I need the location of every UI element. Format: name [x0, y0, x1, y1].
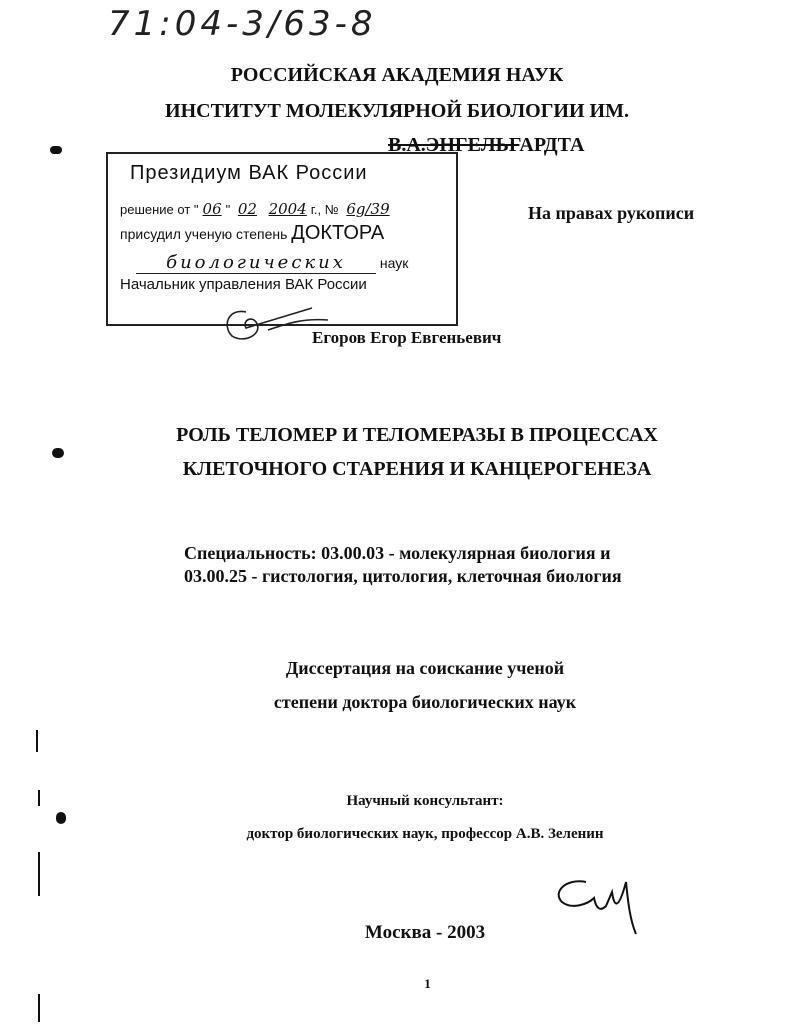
stamp-chief: Начальник управления ВАК России	[120, 276, 367, 293]
scan-mark	[56, 812, 66, 824]
institute-title: ИНСТИТУТ МОЛЕКУЛЯРНОЙ БИОЛОГИИ ИМ.	[165, 100, 629, 122]
scan-mark	[50, 146, 62, 154]
decision-prefix: решение от	[120, 202, 191, 217]
stamp-science	[136, 252, 408, 274]
page-number: 1	[424, 976, 431, 991]
stamp-title: Президиум ВАК России	[130, 162, 368, 184]
dissertation-line2: степени доктора биологических наук	[273, 692, 577, 712]
science-handwritten: биологических	[136, 252, 376, 274]
scan-mark	[38, 852, 40, 896]
organization-title: РОССИЙСКАЯ АКАДЕМИЯ НАУК	[230, 64, 564, 86]
decision-g: г., №	[310, 202, 339, 217]
dissertation-line1: Диссертация на соискание ученой	[285, 658, 565, 678]
scan-mark	[52, 448, 64, 458]
decision-number: 6g/39	[346, 200, 390, 218]
degree-value: ДОКТОРА	[291, 222, 385, 244]
author-name: Егоров Егор Евгеньевич	[312, 328, 502, 347]
archive-code: 71:04-3/63-8	[108, 4, 377, 44]
stamp-degree	[120, 222, 384, 245]
thesis-title-line2: КЛЕТОЧНОГО СТАРЕНИЯ И КАНЦЕРОГЕНЕЗА	[182, 458, 652, 480]
institute-struck-part: В.А.ЭНГЕЛЬГ	[388, 134, 520, 156]
city-year: Москва - 2003	[364, 922, 486, 943]
decision-day: 06	[202, 200, 222, 218]
consultant-label: Научный консультант:	[346, 793, 504, 809]
specialty-line2: 03.00.25 - гистология, цитология, клеточная биология	[184, 566, 622, 586]
stamp-decision: решение от " 06 " 02 2004 г., № 6g/39	[120, 200, 394, 218]
vak-stamp	[106, 152, 458, 326]
consultant-name: доктор биологических наук, профессор А.В. Зеленин	[246, 826, 604, 842]
scan-mark	[38, 790, 40, 806]
degree-prefix: присудил ученую степень	[120, 226, 288, 242]
scan-mark	[38, 994, 40, 1022]
institute-rest-part: АРДТА	[519, 134, 585, 156]
thesis-title-line1: РОЛЬ ТЕЛОМЕР И ТЕЛОМЕРАЗЫ В ПРОЦЕССАХ	[176, 424, 658, 446]
decision-year: 2004	[268, 200, 307, 218]
scan-mark	[36, 730, 38, 752]
science-suffix: наук	[379, 255, 409, 271]
specialty-line1: Специальность: 03.00.03 - молекулярная биология и	[184, 543, 611, 563]
decision-month: 02	[237, 200, 257, 218]
manuscript-rights: На правах рукописи	[528, 203, 695, 223]
